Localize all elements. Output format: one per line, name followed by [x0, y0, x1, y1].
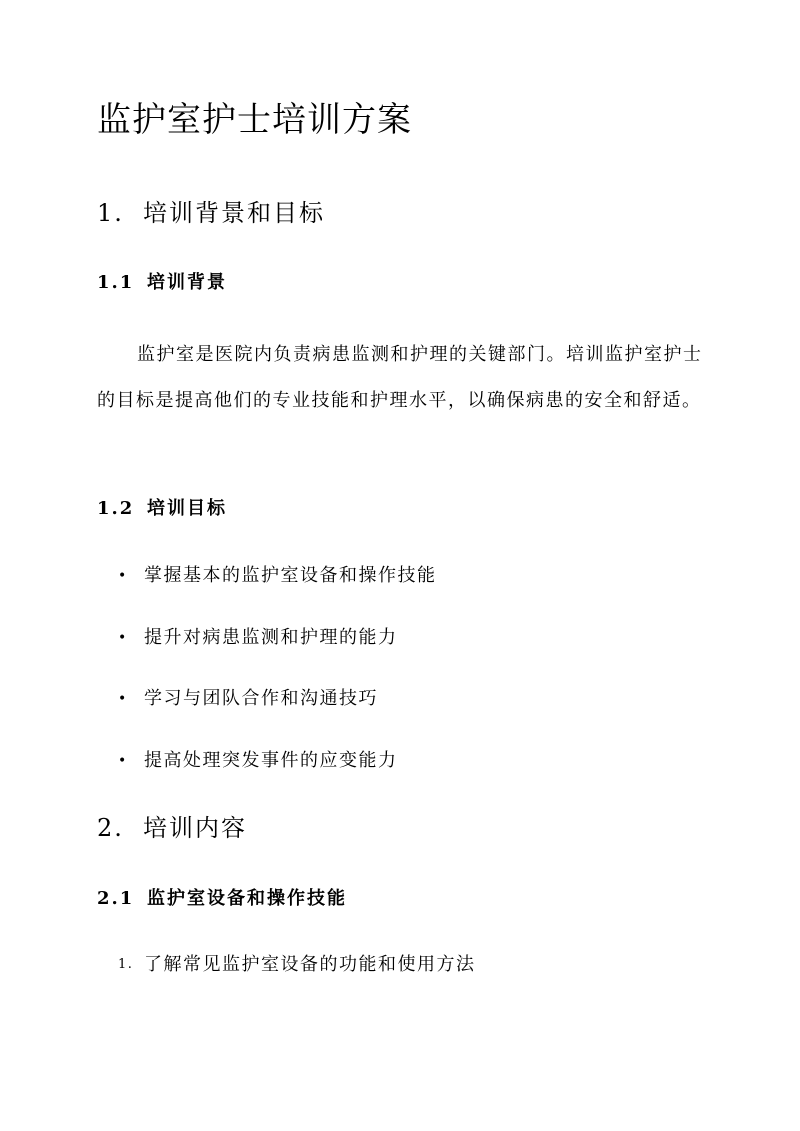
- goal-list-item: [118, 563, 437, 589]
- section-1-1-paragraph: 监护室是医院内负责病患监测和护理的关键部门。培训监护室护士的目标是提高他们的专业技能和护理水平，以确保病患的安全和舒适。: [97, 344, 703, 411]
- goal-text: 学习与团队合作和沟通技巧: [144, 688, 378, 709]
- bullet-marker: •: [118, 691, 128, 707]
- content-list-item: [118, 952, 476, 978]
- goal-list-item: [118, 625, 398, 651]
- section-2-heading: [97, 811, 247, 845]
- bullet-marker: •: [118, 630, 128, 646]
- section-1-1-title: 培训背景: [147, 272, 227, 293]
- goal-text: 提升对病患监测和护理的能力: [144, 627, 398, 648]
- section-1-heading: [97, 196, 325, 230]
- section-1-2-title: 培训目标: [147, 498, 227, 519]
- section-1-1-number: 1.1: [97, 272, 135, 293]
- goal-list-item: [118, 748, 398, 774]
- content-text: 了解常见监护室设备的功能和使用方法: [144, 954, 476, 975]
- section-2-1-number: 2.1: [97, 888, 135, 909]
- section-1-1-heading: [97, 270, 227, 296]
- goal-text: 提高处理突发事件的应变能力: [144, 750, 398, 771]
- section-1-2-number: 1.2: [97, 498, 135, 519]
- section-2-number: 2.: [97, 814, 124, 842]
- section-2-1-title: 监护室设备和操作技能: [147, 888, 347, 909]
- number-marker: 1.: [118, 957, 134, 972]
- bullet-marker: •: [118, 568, 128, 584]
- goal-text: 掌握基本的监护室设备和操作技能: [144, 565, 437, 586]
- section-1-number: 1.: [97, 199, 124, 227]
- document-title: 监护室护士培训方案: [97, 100, 412, 140]
- section-2-1-heading: [97, 886, 347, 912]
- section-2-title: 培训内容: [143, 814, 247, 842]
- goal-list-item: [118, 686, 378, 712]
- section-1-title: 培训背景和目标: [143, 199, 325, 227]
- bullet-marker: •: [118, 753, 128, 769]
- section-1-2-heading: [97, 496, 227, 522]
